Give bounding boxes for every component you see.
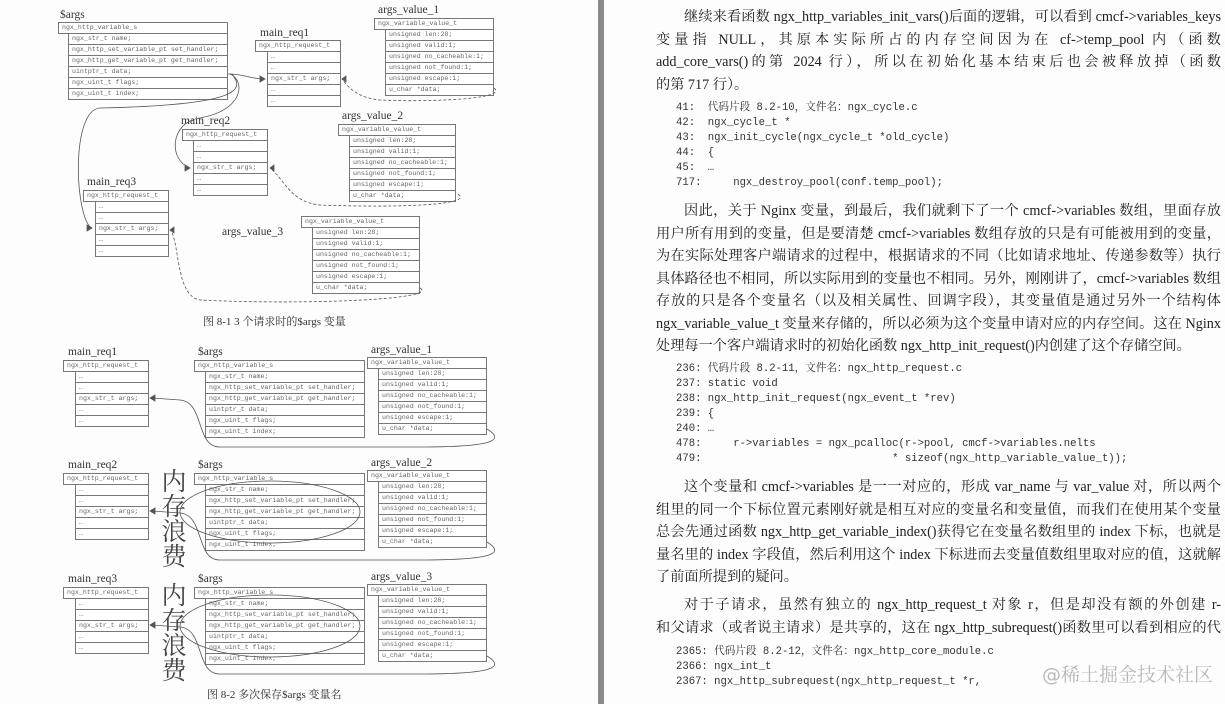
text-line: 量名里的 index 字段值，然后利用这个 index 下标进而去变量值数组里取对应的值，这就解: [656, 546, 1221, 563]
struct-field: …: [75, 517, 149, 529]
memory-waste-label: 内存浪费: [158, 582, 187, 682]
code-snippet-8-2-12: [676, 645, 994, 690]
struct-field: unsigned escape:1;: [378, 525, 487, 537]
struct-field: …: [193, 151, 268, 163]
struct-type-header: ngx_http_request_t: [63, 360, 149, 372]
struct-title: $args: [60, 9, 85, 21]
struct-field: …: [75, 371, 149, 383]
struct-field: ngx_str_t name;: [205, 484, 365, 496]
struct-type-header: ngx_http_variable_s: [194, 473, 365, 485]
struct-type-header: ngx_variable_value_t: [367, 584, 487, 596]
struct-field: …: [95, 245, 169, 257]
struct-field: unsigned valid:1;: [378, 379, 487, 391]
struct-field: …: [267, 51, 341, 63]
code-line: 2367: ngx_http_subrequest(ngx_http_request_t *r,: [676, 676, 982, 688]
struct-field: unsigned len:28;: [378, 595, 487, 607]
struct-title: args_value_2: [342, 110, 404, 122]
struct-field: uintptr_t data;: [68, 66, 228, 78]
struct-field: unsigned valid:1;: [378, 492, 487, 504]
struct-field: unsigned escape:1;: [349, 179, 456, 191]
text-line: 组里的同一个下标位置元素刚好就是相互对应的变量名和变量值，而我们在使用某个变量: [656, 501, 1221, 518]
struct-title: args_value_3: [371, 571, 433, 583]
struct-field: …: [75, 598, 149, 610]
struct-type-header: ngx_http_variable_s: [194, 587, 365, 599]
struct-field: unsigned not_found:1;: [378, 401, 487, 413]
struct-title: args_value_1: [371, 344, 433, 356]
code-line: 41: 代码片段 8.2-10，文件名：ngx_cycle.c: [676, 102, 918, 114]
arrowhead-2: [150, 508, 155, 514]
struct-field: ngx_http_set_variable_pt set_handler;: [205, 382, 365, 394]
struct-field: …: [75, 495, 149, 507]
struct-type-header: ngx_variable_value_t: [367, 470, 487, 482]
arrow-value-to-req-3: [152, 625, 495, 674]
struct-field: unsigned valid:1;: [312, 238, 420, 250]
struct-field: ngx_http_set_variable_pt set_handler;: [205, 495, 365, 507]
waste-ellipse-1: [180, 481, 360, 543]
paragraph-2: [656, 200, 1221, 358]
struct-field: ngx_uint_t index;: [205, 653, 365, 665]
struct-type-header: ngx_http_request_t: [83, 190, 169, 202]
text-line: 为在实际处理客户端请求的过程中，根据请求的不同（比如请求地址、传递参数等）执行: [656, 248, 1221, 264]
struct-field: …: [95, 201, 169, 213]
struct-title: main_req2: [181, 115, 231, 127]
code-snippet-8-2-10: [676, 101, 949, 191]
struct-field: unsigned no_cacheable:1;: [378, 617, 487, 629]
struct-field: …: [267, 84, 341, 96]
struct-field: …: [75, 609, 149, 621]
struct-field: unsigned valid:1;: [378, 606, 487, 618]
struct-type-header: ngx_http_variable_s: [194, 360, 365, 372]
struct-field: unsigned no_cacheable:1;: [385, 51, 494, 63]
struct-field: unsigned valid:1;: [349, 146, 456, 158]
struct-field: ngx_uint_t flags;: [205, 642, 365, 654]
pointer-arrows: [0, 0, 598, 704]
struct-field: ngx_str_t args;: [75, 393, 149, 405]
left-page: [0, 0, 598, 704]
struct-field: …: [95, 234, 169, 246]
struct-field: ngx_str_t name;: [205, 371, 365, 383]
struct-type-header: ngx_variable_value_t: [374, 18, 494, 30]
struct-field: …: [75, 642, 149, 654]
text-line: 处理每一个客户端请求时的初始化函数 ngx_http_init_request()内创建了这个存储空间。: [656, 338, 1191, 354]
struct-field: unsigned not_found:1;: [349, 168, 456, 180]
struct-type-header: ngx_http_request_t: [182, 129, 268, 141]
struct-field: …: [75, 415, 149, 427]
struct-field: …: [75, 528, 149, 540]
struct-field: unsigned len:28;: [385, 29, 494, 41]
code-line: 44: {: [676, 147, 715, 159]
struct-field: unsigned no_cacheable:1;: [349, 157, 456, 169]
struct-title: main_req1: [260, 27, 310, 39]
code-line: 717: ngx_destroy_pool(conf.temp_pool);: [676, 177, 944, 189]
struct-type-header: ngx_http_request_t: [63, 587, 149, 599]
struct-field: unsigned not_found:1;: [378, 628, 487, 640]
struct-field: ngx_str_t args;: [75, 620, 149, 632]
struct-type-header: ngx_http_variable_s: [58, 22, 228, 34]
arrow-value-to-req-2: [152, 511, 495, 560]
text-line: 存放的只是各个变量名（以及相关属性、回调字段），其变量值是通过另外一个结构体: [656, 293, 1221, 309]
struct-title: args_value_2: [371, 457, 433, 469]
struct-field: unsigned len:28;: [312, 227, 420, 239]
arrowhead-3: [150, 622, 155, 628]
struct-field: uintptr_t data;: [205, 631, 365, 643]
struct-field: ngx_uint_t index;: [205, 426, 365, 438]
struct-field: u_char *data;: [378, 536, 487, 548]
struct-field: unsigned no_cacheable:1;: [378, 503, 487, 515]
code-line: 43: ngx_init_cycle(ngx_cycle_t *old_cycle): [676, 132, 950, 144]
figure-8-1-caption: 图 8-1 3 个请求时的$args 变量: [203, 316, 346, 328]
struct-field: unsigned escape:1;: [378, 639, 487, 651]
text-line: 因此，关于 Nginx 变量，到最后，我们就剩下了一个 cmcf->variables 数组，里面存放: [684, 203, 1221, 219]
struct-field: unsigned no_cacheable:1;: [312, 249, 420, 261]
code-line: 478: r->variables = ngx_pcalloc(r->pool, cmcf->variables.nelts: [676, 438, 1096, 450]
paragraph-4: [656, 594, 1221, 639]
code-snippet-8-2-11: [676, 362, 1127, 467]
text-line: 变量指 NULL，其原本实际所占的内存空间因为在 cf->temp_pool 内（函数: [656, 31, 1221, 48]
struct-title: main_req3: [87, 176, 137, 188]
struct-field: unsigned no_cacheable:1;: [378, 390, 487, 402]
struct-field: ngx_str_t args;: [193, 162, 268, 174]
struct-field: unsigned not_found:1;: [312, 260, 420, 272]
struct-field: unsigned len:28;: [378, 368, 487, 380]
code-line: 240: …: [676, 423, 715, 435]
code-line: 2365: 代码片段 8.2-12，文件名：ngx_http_core_module.c: [676, 646, 994, 658]
struct-title: main_req2: [68, 459, 118, 471]
struct-field: unsigned len:28;: [349, 135, 456, 147]
text-line: add_core_vars()的第 2024 行），所以在初始化基本结束后也会被释放掉（函数: [656, 54, 1221, 70]
struct-title: $args: [198, 346, 223, 358]
arrow-value-to-req-1: [152, 398, 495, 447]
struct-title: main_req1: [68, 346, 118, 358]
struct-title: main_req3: [68, 573, 118, 585]
watermark: @稀土掘金技术社区: [1042, 664, 1214, 686]
struct-type-header: ngx_variable_value_t: [301, 216, 420, 228]
code-line: 45: …: [676, 162, 715, 174]
struct-field: …: [75, 382, 149, 394]
struct-field: u_char *data;: [385, 84, 494, 96]
code-line: 2366: ngx_int_t: [676, 661, 772, 673]
code-line: 236: 代码片段 8.2-11，文件名：ngx_http_request.c: [676, 363, 963, 375]
paragraph-1: [656, 6, 1221, 96]
struct-field: unsigned escape:1;: [385, 73, 494, 85]
struct-field: …: [75, 484, 149, 496]
struct-title: args_value_1: [378, 4, 440, 16]
struct-field: uintptr_t data;: [205, 404, 365, 416]
struct-field: ngx_http_set_variable_pt set_handler;: [205, 609, 365, 621]
struct-field: u_char *data;: [349, 190, 456, 202]
struct-field: unsigned not_found:1;: [385, 62, 494, 74]
struct-field: u_char *data;: [378, 423, 487, 435]
struct-field: …: [267, 95, 341, 107]
text-line: 和父请求（或者说主请求）是共享的，这在 ngx_http_subrequest()函数里可以看到相应的代: [656, 619, 1221, 636]
text-line: 用户所有用到的变量，但是要清楚 cmcf->variables 数组存放的只是有可能被用到的变量，: [656, 225, 1221, 242]
struct-field: u_char *data;: [378, 650, 487, 662]
code-line: 479: * sizeof(ngx_http_variable_value_t));: [676, 453, 1128, 465]
struct-field: uintptr_t data;: [205, 517, 365, 529]
struct-field: unsigned not_found:1;: [378, 514, 487, 526]
struct-field: ngx_http_get_variable_pt get_handler;: [205, 393, 365, 405]
struct-title: $args: [198, 573, 223, 585]
struct-field: ngx_str_t args;: [95, 223, 169, 235]
struct-field: …: [267, 62, 341, 74]
right-page: [604, 0, 1225, 704]
struct-field: ngx_http_get_variable_pt get_handler;: [205, 620, 365, 632]
figure-8-2-caption: 图 8-2 多次保存$args 变量名: [207, 689, 342, 701]
struct-field: ngx_str_t name;: [205, 598, 365, 610]
struct-field: ngx_http_set_variable_pt set_handler;: [68, 44, 228, 56]
struct-field: ngx_http_get_variable_pt get_handler;: [205, 506, 365, 518]
text-line: 具体路径也不相同，所以实际用到的变量也不相同。另外，刚刚讲了，cmcf->variables 数组: [656, 270, 1221, 287]
memory-waste-label: 内存浪费: [158, 468, 187, 568]
struct-field: ngx_uint_t index;: [68, 88, 228, 100]
struct-field: unsigned escape:1;: [378, 412, 487, 424]
struct-field: ngx_http_get_variable_pt get_handler;: [68, 55, 228, 67]
struct-field: ngx_uint_t flags;: [205, 415, 365, 427]
struct-field: ngx_uint_t flags;: [205, 528, 365, 540]
text-line: 总会先通过函数 ngx_http_get_variable_index()获得它在变量名数组里的 index 下标，也就是: [656, 524, 1221, 540]
struct-field: unsigned len:28;: [378, 481, 487, 493]
struct-field: ngx_str_t args;: [267, 73, 341, 85]
text-line: ngx_variable_value_t 变量来存储的，所以必须为这个变量申请对应的内存空间。这在 Nginx: [656, 315, 1221, 332]
struct-field: ngx_str_t args;: [75, 506, 149, 518]
struct-field: …: [75, 631, 149, 643]
struct-field: unsigned valid:1;: [385, 40, 494, 52]
code-line: 42: ngx_cycle_t *: [676, 117, 791, 129]
code-line: 238: ngx_http_init_request(ngx_event_t *rev): [676, 393, 956, 405]
struct-field: u_char *data;: [312, 282, 420, 294]
struct-field: …: [75, 404, 149, 416]
text-line: 的第 717 行）。: [656, 76, 749, 93]
paragraph-3: [656, 476, 1221, 589]
struct-field: …: [95, 212, 169, 224]
struct-field: unsigned escape:1;: [312, 271, 420, 283]
arrowhead-1: [150, 395, 155, 401]
waste-ellipse-2: [180, 595, 360, 657]
struct-field: …: [193, 184, 268, 196]
struct-field: ngx_uint_t index;: [205, 539, 365, 551]
struct-type-header: ngx_http_request_t: [255, 40, 341, 52]
struct-title: args_value_3: [222, 226, 284, 238]
text-line: 这个变量和 cmcf->variables 是一一对应的，形成 var_name 与 var_value 对，所以两个: [684, 479, 1221, 495]
struct-type-header: ngx_variable_value_t: [338, 124, 456, 136]
struct-type-header: ngx_variable_value_t: [367, 357, 487, 369]
struct-type-header: ngx_http_request_t: [63, 473, 149, 485]
text-line: 了前面所提到的疑问。: [656, 569, 798, 585]
code-line: 239: {: [676, 408, 715, 420]
code-line: 237: static void: [676, 378, 778, 390]
text-line: 继续来看函数 ngx_http_variables_init_vars()后面的逻辑，可以看到 cmcf->variables_keys: [684, 9, 1221, 25]
struct-field: ngx_str_t name;: [68, 33, 228, 45]
struct-field: …: [193, 140, 268, 152]
text-line: 对于子请求，虽然有独立的 ngx_http_request_t 对象 r，但是却没有额的外创建 r-: [684, 597, 1221, 613]
struct-field: ngx_uint_t flags;: [68, 77, 228, 89]
struct-title: $args: [198, 459, 223, 471]
struct-field: …: [193, 173, 268, 185]
